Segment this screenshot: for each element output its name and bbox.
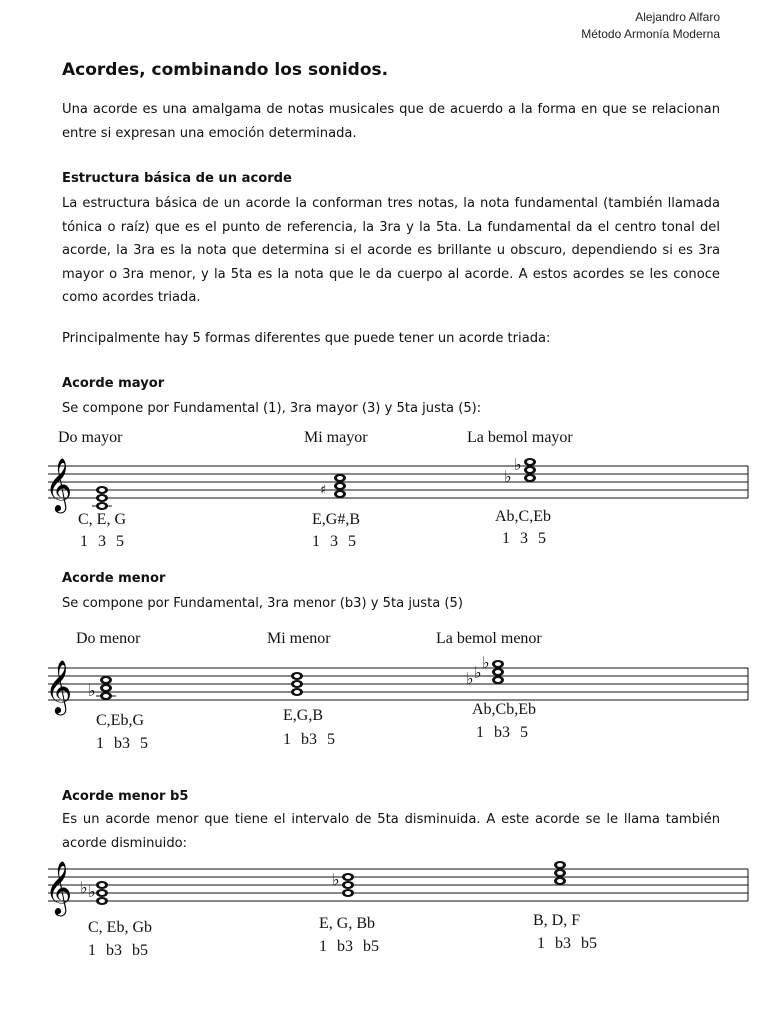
svg-text:♭: ♭ (482, 653, 490, 672)
chord-degrees-label: 1 b3 5 (476, 724, 528, 741)
treble-clef-icon (45, 860, 72, 916)
treble-clef-icon (45, 659, 72, 715)
chord-degrees-label: 1 3 5 (312, 533, 356, 550)
author-name: Alejandro Alfaro (635, 10, 720, 24)
formas-paragraph: Principalmente hay 5 formas diferentes que puede tener un acorde triada: (62, 331, 551, 346)
chord-notes-label: E,G#,B (312, 511, 360, 528)
svg-text:♭: ♭ (474, 663, 482, 682)
svg-text:♭: ♭ (514, 455, 522, 474)
page-header (581, 9, 720, 43)
staff-mayor (42, 452, 752, 524)
chord-name: Do menor (76, 630, 141, 647)
chord-name: Mi mayor (304, 429, 368, 446)
menor-heading: Acorde menor (62, 571, 166, 586)
method-name: Método Armonía Moderna (581, 27, 720, 41)
chord-degrees-label: 1 3 5 (502, 530, 546, 547)
chord-notes-icon (504, 455, 536, 486)
chord-notes-icon (88, 676, 116, 700)
chord-notes-icon (320, 474, 346, 498)
staff-menor-b5 (42, 855, 752, 927)
chord-degrees-label: 1 b3 5 (96, 735, 148, 752)
svg-text:♭: ♭ (88, 681, 96, 700)
svg-text:♭: ♭ (504, 467, 512, 486)
estructura-heading: Estructura básica de un acorde (62, 171, 292, 186)
treble-clef-icon (45, 457, 72, 513)
chord-degrees-label: 1 b3 b5 (319, 938, 379, 955)
chord-notes-icon (291, 672, 303, 696)
chord-notes-icon (554, 861, 566, 885)
chord-notes-icon (466, 653, 504, 688)
svg-text:𝄞: 𝄞 (45, 659, 73, 713)
chord-name: La bemol mayor (467, 429, 573, 446)
intro-paragraph: Una acorde es una amalgama de notas musicales que de acuerdo a la forma en que se relacionan entre si expresan una emoción determinada. (62, 102, 720, 141)
mayor-heading: Acorde mayor (62, 376, 165, 391)
svg-text:♭: ♭ (80, 878, 88, 897)
staff-menor (42, 654, 752, 726)
menorb5-description: Es un acorde menor que tiene el intervalo de 5ta disminuida. A este acorde se le llama también acorde disminuido: (62, 812, 720, 851)
estructura-paragraph: La estructura básica de un acorde la conforman tres notas, la nota fundamental (también llamada tónica o raíz) que es el punto de referencia, la 3ra y la 5ta. La fundamental da el centro tonal del acorde, la 3ra es la nota que determina si el acorde es brillante u obscuro, dependiendo si es 3ra mayor o 3ra menor, y la 5ta es la nota que le da cuerpo al acorde. A estos acordes se les conoce como acordes triada. (62, 196, 720, 305)
svg-text:♭: ♭ (332, 870, 340, 889)
chord-degrees-label: 1 3 5 (80, 533, 124, 550)
menor-description: Se compone por Fundamental, 3ra menor (b3) y 5ta justa (5) (62, 596, 463, 611)
svg-text:♯: ♯ (320, 483, 327, 498)
chord-name: Do mayor (58, 429, 123, 446)
chord-notes-label: Ab,Cb,Eb (472, 701, 536, 718)
chord-notes-label: B, D, F (533, 912, 581, 929)
chord-name: La bemol menor (436, 630, 542, 647)
chord-notes-label: E,G,B (283, 707, 323, 724)
chord-degrees-label: 1 b3 5 (283, 731, 335, 748)
chord-notes-label: C,Eb,G (96, 712, 144, 729)
svg-text:♭: ♭ (88, 882, 96, 901)
svg-text:♭: ♭ (466, 669, 474, 688)
svg-text:𝄞: 𝄞 (45, 860, 73, 914)
chord-degrees-label: 1 b3 b5 (537, 935, 597, 952)
mayor-description: Se compone por Fundamental (1), 3ra mayor (3) y 5ta justa (5): (62, 401, 482, 416)
chord-notes-label: E, G, Bb (319, 915, 375, 932)
chord-name: Mi menor (267, 630, 331, 647)
menorb5-heading: Acorde menor b5 (62, 789, 189, 804)
chord-degrees-label: 1 b3 b5 (88, 942, 148, 959)
chord-notes-label: C, E, G (78, 511, 126, 528)
chord-notes-label: C, Eb, Gb (88, 919, 152, 936)
page-title: Acordes, combinando los sonidos. (62, 60, 389, 80)
chord-notes-label: Ab,C,Eb (495, 508, 551, 525)
svg-text:𝄞: 𝄞 (45, 457, 73, 511)
